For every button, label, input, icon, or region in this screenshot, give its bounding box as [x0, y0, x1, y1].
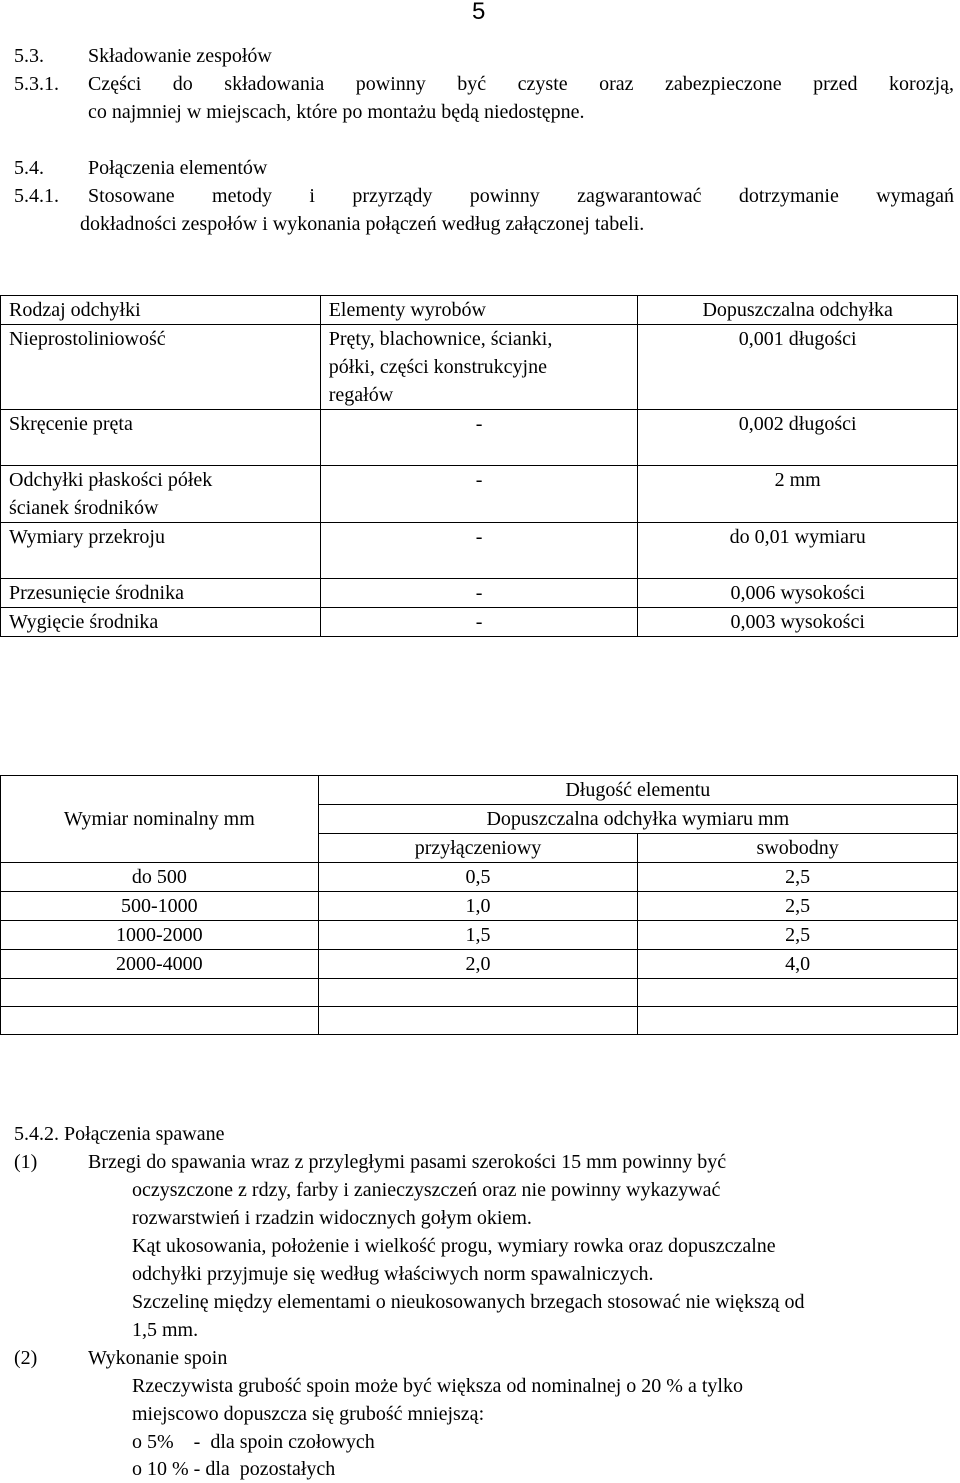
table-header-row	[1, 805, 958, 834]
table-cell: 2 mm	[638, 466, 958, 523]
table-row	[1, 466, 958, 523]
table-cell: Skręcenie pręta	[1, 410, 321, 466]
section-title: Składowanie zespołów	[88, 45, 272, 67]
cell-line: Odchyłki płaskości półek	[9, 469, 213, 491]
table-header-cell: Elementy wyrobów	[320, 296, 638, 325]
table-cell: 0,003 wysokości	[638, 608, 958, 637]
table-cell: Wymiary przekroju	[1, 523, 321, 579]
table-cell: 1,5	[318, 921, 638, 950]
cell-line: Pręty, blachownice, ścianki,	[328, 328, 553, 350]
table-cell: 2,0	[318, 950, 638, 979]
table-row	[1, 863, 958, 892]
tolerance-table	[0, 295, 958, 637]
table-cell	[318, 979, 638, 1007]
table-cell: -	[320, 579, 638, 608]
table-cell: -	[320, 466, 638, 523]
table-cell: 4,0	[638, 950, 958, 979]
paragraph-line: Rzeczywista grubość spoin może być większa od nominalnej o 20 % a tylko	[132, 1375, 743, 1397]
cell-line: ścianek środników	[9, 497, 159, 519]
cell-line: półki, części konstrukcyjne	[328, 356, 547, 378]
table-cell: 2,5	[638, 892, 958, 921]
cell-line: regałów	[328, 384, 394, 406]
paragraph-line: rozwarstwień i rzadzin widocznych gołym okiem.	[132, 1207, 532, 1229]
section-number: 5.3.1.	[14, 73, 59, 95]
paragraph-line: Części do składowania powinny być czyste oraz zabezpieczone przed korozją,	[88, 73, 954, 95]
item-number: (1)	[14, 1151, 38, 1173]
table-row	[1, 325, 958, 410]
table-cell: 0,5	[318, 863, 638, 892]
table-cell	[320, 325, 638, 410]
paragraph-line: o 10 % - dla pozostałych	[132, 1458, 336, 1480]
table-row	[1, 921, 958, 950]
table-cell: 0,001 długości	[638, 325, 958, 410]
table-cell: 1,0	[318, 892, 638, 921]
table-cell	[1, 979, 319, 1007]
table-cell: -	[320, 410, 638, 466]
table-header-cell	[1, 776, 319, 805]
table-cell	[638, 979, 958, 1007]
table-header-cell: swobodny	[638, 834, 958, 863]
section-title: 5.4.2. Połączenia spawane	[14, 1123, 225, 1145]
table-cell: Przesunięcie środnika	[1, 579, 321, 608]
section-number: 5.4.1.	[14, 185, 59, 207]
table-cell: 1000-2000	[1, 921, 319, 950]
paragraph-line: odchyłki przyjmuje się według właściwych norm spawalniczych.	[132, 1263, 654, 1285]
paragraph-line: 1,5 mm.	[132, 1319, 199, 1341]
item-title: Wykonanie spoin	[88, 1347, 228, 1369]
table-row	[1, 608, 958, 637]
item-number: (2)	[14, 1347, 38, 1369]
table-row-empty	[1, 979, 958, 1007]
table-header-cell: przyłączeniowy	[318, 834, 638, 863]
table-cell: 0,002 długości	[638, 410, 958, 466]
paragraph-line: o 5% - dla spoin czołowych	[132, 1431, 375, 1453]
table-cell: do 500	[1, 863, 319, 892]
paragraph-line: co najmniej w miejscach, które po montażu będą niedostępne.	[88, 101, 585, 123]
table-row	[1, 579, 958, 608]
table-cell	[1, 466, 321, 523]
table-header-cell: Wymiar nominalny mm	[1, 805, 319, 834]
table-cell: 2,5	[638, 863, 958, 892]
table-header-row	[1, 834, 958, 863]
dimension-table	[0, 775, 958, 1035]
section-number: 5.3.	[14, 45, 44, 67]
table-cell: Wygięcie środnika	[1, 608, 321, 637]
table-row	[1, 892, 958, 921]
table-header-cell	[1, 834, 319, 863]
table-cell: 500-1000	[1, 892, 319, 921]
table-row-empty	[1, 1007, 958, 1035]
paragraph-line: Szczelinę między elementami o nieukosowanych brzegach stosować nie większą od	[132, 1291, 805, 1313]
table-cell: -	[320, 523, 638, 579]
paragraph-line: Stosowane metody i przyrządy powinny zagwarantować dotrzymanie wymagań	[88, 185, 954, 207]
table-cell: Nieprostoliniowość	[1, 325, 321, 410]
table-row	[1, 950, 958, 979]
table-cell: 0,006 wysokości	[638, 579, 958, 608]
paragraph-line: dokładności zespołów i wykonania połączeń według załączonej tabeli.	[80, 213, 645, 235]
table-cell: -	[320, 608, 638, 637]
table-cell	[1, 1007, 319, 1035]
table-header-cell: Dopuszczalna odchyłka wymiaru mm	[318, 805, 957, 834]
table-header-cell: Długość elementu	[318, 776, 957, 805]
table-header-row	[1, 776, 958, 805]
paragraph-line: Kąt ukosowania, położenie i wielkość progu, wymiary rowka oraz dopuszczalne	[132, 1235, 776, 1257]
table-row	[1, 410, 958, 466]
table-cell: 2000-4000	[1, 950, 319, 979]
paragraph-line: Brzegi do spawania wraz z przyległymi pasami szerokości 15 mm powinny być	[88, 1151, 727, 1173]
paragraph-line: miejscowo dopuszcza się grubość mniejszą:	[132, 1403, 485, 1425]
table-header-cell: Rodzaj odchyłki	[1, 296, 321, 325]
table-cell	[638, 1007, 958, 1035]
table-cell	[318, 1007, 638, 1035]
table-cell: do 0,01 wymiaru	[638, 523, 958, 579]
table-cell: 2,5	[638, 921, 958, 950]
page-number: 5	[472, 0, 486, 25]
table-header-cell: Dopuszczalna odchyłka	[638, 296, 958, 325]
section-number: 5.4.	[14, 157, 44, 179]
table-header-row	[1, 296, 958, 325]
section-title: Połączenia elementów	[88, 157, 268, 179]
paragraph-line: oczyszczone z rdzy, farby i zanieczyszczeń oraz nie powinny wykazywać	[132, 1179, 721, 1201]
table-row	[1, 523, 958, 579]
